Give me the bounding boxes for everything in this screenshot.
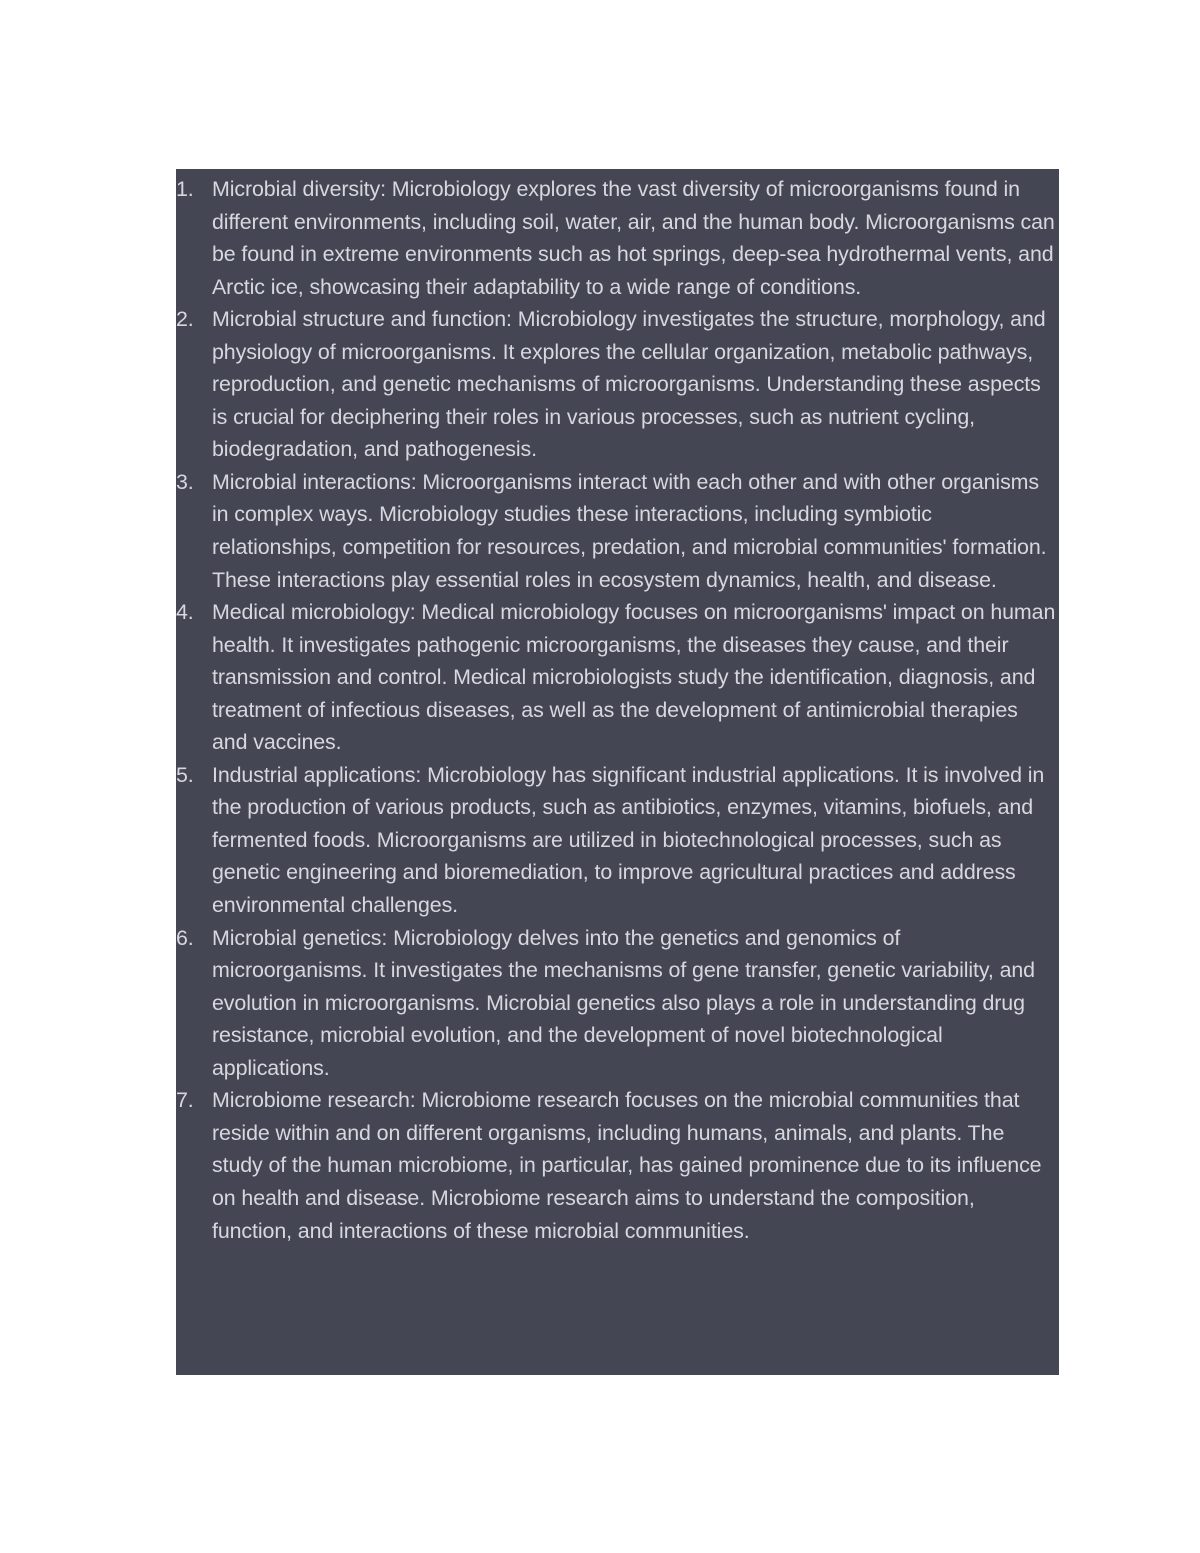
list-item-number: 6. [176,925,194,950]
list-item-number: 4. [176,600,194,625]
list-item [176,466,1059,596]
list-item [176,596,1059,759]
list-item-text: Microbial structure and function: Microbiology investigates the structure, morphology, and physiology of microorganisms. It explores the cellular organization, metabolic pathways, reproduction, and genetic mechanisms of microorganisms. Understanding these aspects is crucial for deciphering their roles in various processes, such as nutrient cycling, biodegradation, and pathogenesis. [212,307,1046,462]
list-item-number: 5. [176,762,194,787]
list-item-text: Medical microbiology: Medical microbiology focuses on microorganisms' impact on human health. It investigates pathogenic microorganisms, the diseases they cause, and their transmission and control. Medical microbiologists study the identification, diagnosis, and treatment of infectious diseases, as well as the development of antimicrobial therapies and vaccines. [212,600,1056,755]
list-item [176,922,1059,1085]
list-item-text: Microbial diversity: Microbiology explores the vast diversity of microorganisms found in different environments, including soil, water, air, and the human body. Microorganisms can be found in extreme environments such as hot springs, deep-sea hydrothermal vents, and Arctic ice, showcasing their adaptability to a wide range of conditions. [212,177,1055,299]
list-item-number: 2. [176,307,194,332]
topic-list [176,173,1059,1247]
list-item [176,759,1059,922]
list-item-text: Industrial applications: Microbiology has significant industrial applications. It is involved in the production of various products, such as antibiotics, enzymes, vitamins, biofuels, and fermented foods. Microorganisms are utilized in biotechnological processes, such as genetic engineering and bioremediation, to improve agricultural practices and address environmental challenges. [212,762,1045,918]
list-item-number: 7. [176,1088,194,1113]
list-item-number: 3. [176,469,194,494]
list-item [176,173,1059,303]
list-item [176,303,1059,466]
list-item-text: Microbial genetics: Microbiology delves into the genetics and genomics of microorganisms. It investigates the mechanisms of gene transfer, genetic variability, and evolution in microorganisms. Microbial genetics also plays a role in understanding drug resistance, microbial evolution, and the development of novel biotechnological applications. [212,925,1035,1080]
list-item-text: Microbial interactions: Microorganisms interact with each other and with other organisms in complex ways. Microbiology studies these interactions, including symbiotic relationships, competition for resources, predation, and microbial communities' formation. These interactions play essential roles in ecosystem dynamics, health, and disease. [212,469,1047,592]
list-item-number: 1. [176,177,194,201]
list-item-text: Microbiome research: Microbiome research focuses on the microbial communities that reside within and on different organisms, including humans, animals, and plants. The study of the human microbiome, in particular, has gained prominence due to its influence on health and disease. Microbiome research aims to understand the composition, function, and interactions of these microbial communities. [212,1088,1042,1243]
list-item [176,1084,1059,1247]
content-block [176,169,1059,1375]
